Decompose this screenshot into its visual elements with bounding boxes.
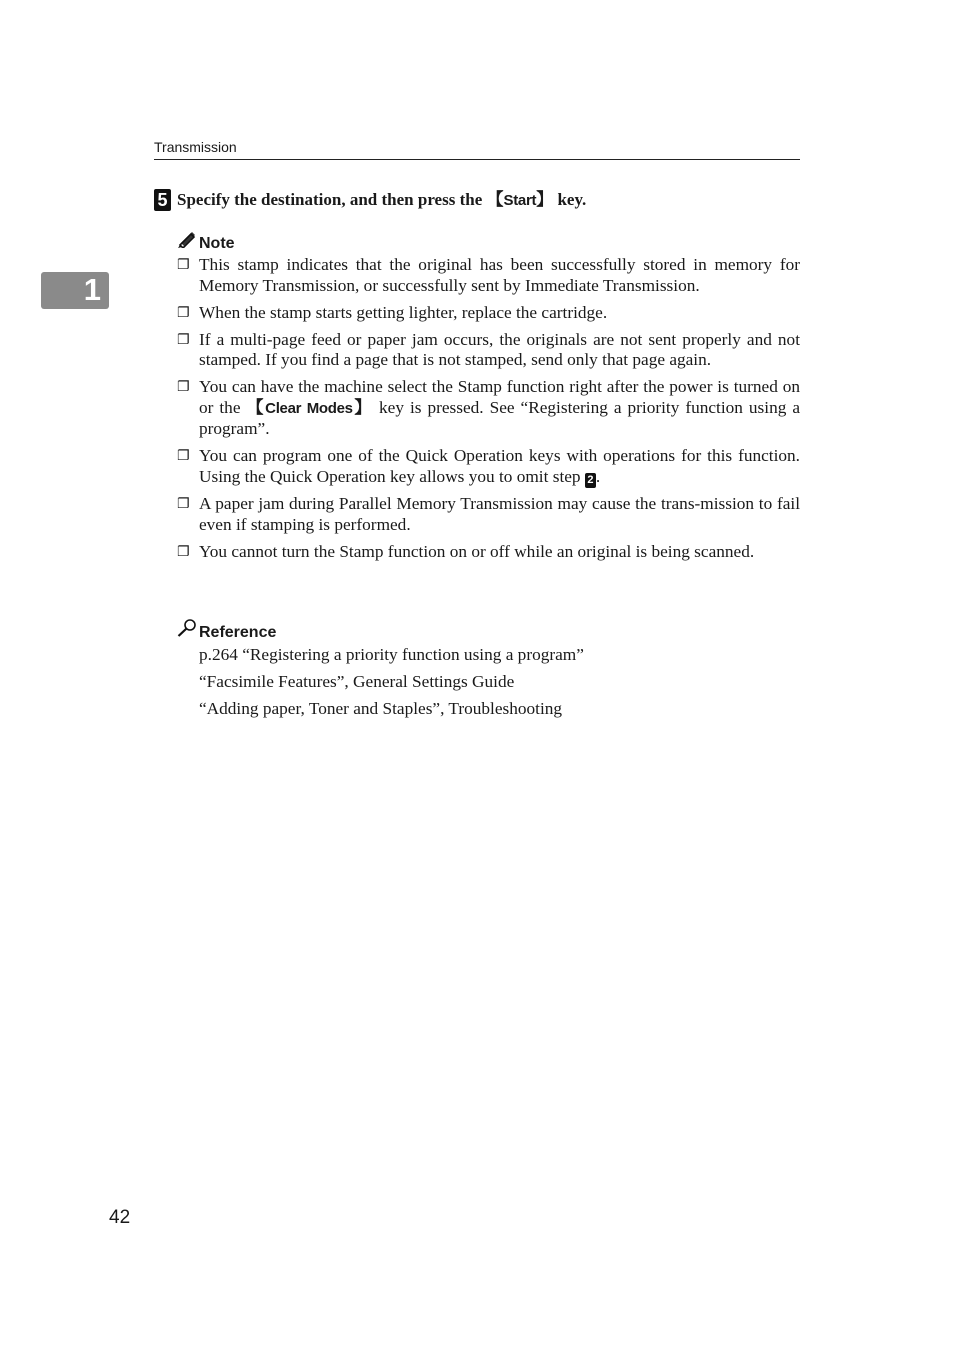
note-item-text: You can program one of the Quick Operation keys with operations for this function. Using the Quick Operation key allows you to omit step (199, 446, 800, 486)
note-item-text: If a multi-page feed or paper jam occurs, the originals are not sent properly and not stamped. If you find a page that is not stamped, send only that page again. (199, 329, 800, 369)
checkbox-icon: ❐ (177, 496, 190, 512)
reference-title: Reference (199, 624, 277, 641)
note-list (177, 255, 800, 569)
bracket-close: 】 (352, 397, 374, 418)
note-item-text: You can have the machine select the Stamp function right after the power is turned on or the (199, 377, 800, 417)
magnifier-icon (177, 619, 199, 642)
note-item (177, 255, 800, 296)
bracket-open: 【 (246, 397, 266, 418)
note-item (177, 303, 800, 324)
step-reference-badge: 2 (585, 473, 596, 488)
checkbox-icon: ❐ (177, 331, 190, 348)
checkbox-icon: ❐ (177, 257, 190, 273)
checkbox-icon: ❐ (177, 448, 190, 464)
note-title: Note (199, 235, 235, 252)
note-item-text: A paper jam during Parallel Memory Transmission may cause the trans-mission to fail even if stamping is performed. (199, 494, 800, 534)
checkbox-icon: ❐ (177, 304, 190, 321)
note-item (177, 377, 800, 440)
start-key-label: Start (503, 192, 537, 209)
note-item-text: key is pressed. See “Registering a priority function using a program”. (199, 397, 801, 438)
bracket-open: 【 (486, 190, 504, 210)
note-item (177, 494, 800, 535)
chapter-number: 1 (83, 272, 101, 307)
page-number: 42 (109, 1207, 131, 1228)
running-header (154, 139, 800, 160)
step-number: 5 (154, 189, 171, 211)
note-item (177, 542, 800, 563)
note-item (177, 446, 800, 488)
reference-item: “Facsimile Features”, General Settings Guide (199, 672, 515, 691)
note-heading (177, 231, 235, 253)
bracket-close: 】 (536, 190, 554, 210)
reference-heading (177, 619, 276, 642)
chapter-tab (41, 272, 109, 309)
step-text-before: Specify the destination, and then press the (177, 190, 487, 209)
reference-item: p.264 “Registering a priority function using a program” (199, 645, 584, 664)
reference-list (199, 644, 584, 725)
note-item (177, 330, 800, 371)
note-item-text: You cannot turn the Stamp function on or off while an original is being scanned. (199, 541, 755, 561)
pencil-icon (177, 231, 199, 253)
reference-item: “Adding paper, Toner and Staples”, Troubleshooting (199, 699, 563, 718)
note-item-text: . (595, 466, 601, 486)
checkbox-icon: ❐ (177, 379, 190, 395)
clear-modes-key-label: Clear Modes (265, 399, 353, 417)
step-text-after: key. (553, 190, 587, 209)
section-title: Transmission (154, 139, 237, 155)
note-item-text: When the stamp starts getting lighter, replace the cartridge. (199, 302, 608, 322)
checkbox-icon: ❐ (177, 543, 190, 560)
step-instruction (154, 189, 800, 212)
note-item-text: This stamp indicates that the original has been successfully stored in memory for Memory Transmission, or successfully sent by Immediate Transmission. (199, 255, 800, 295)
